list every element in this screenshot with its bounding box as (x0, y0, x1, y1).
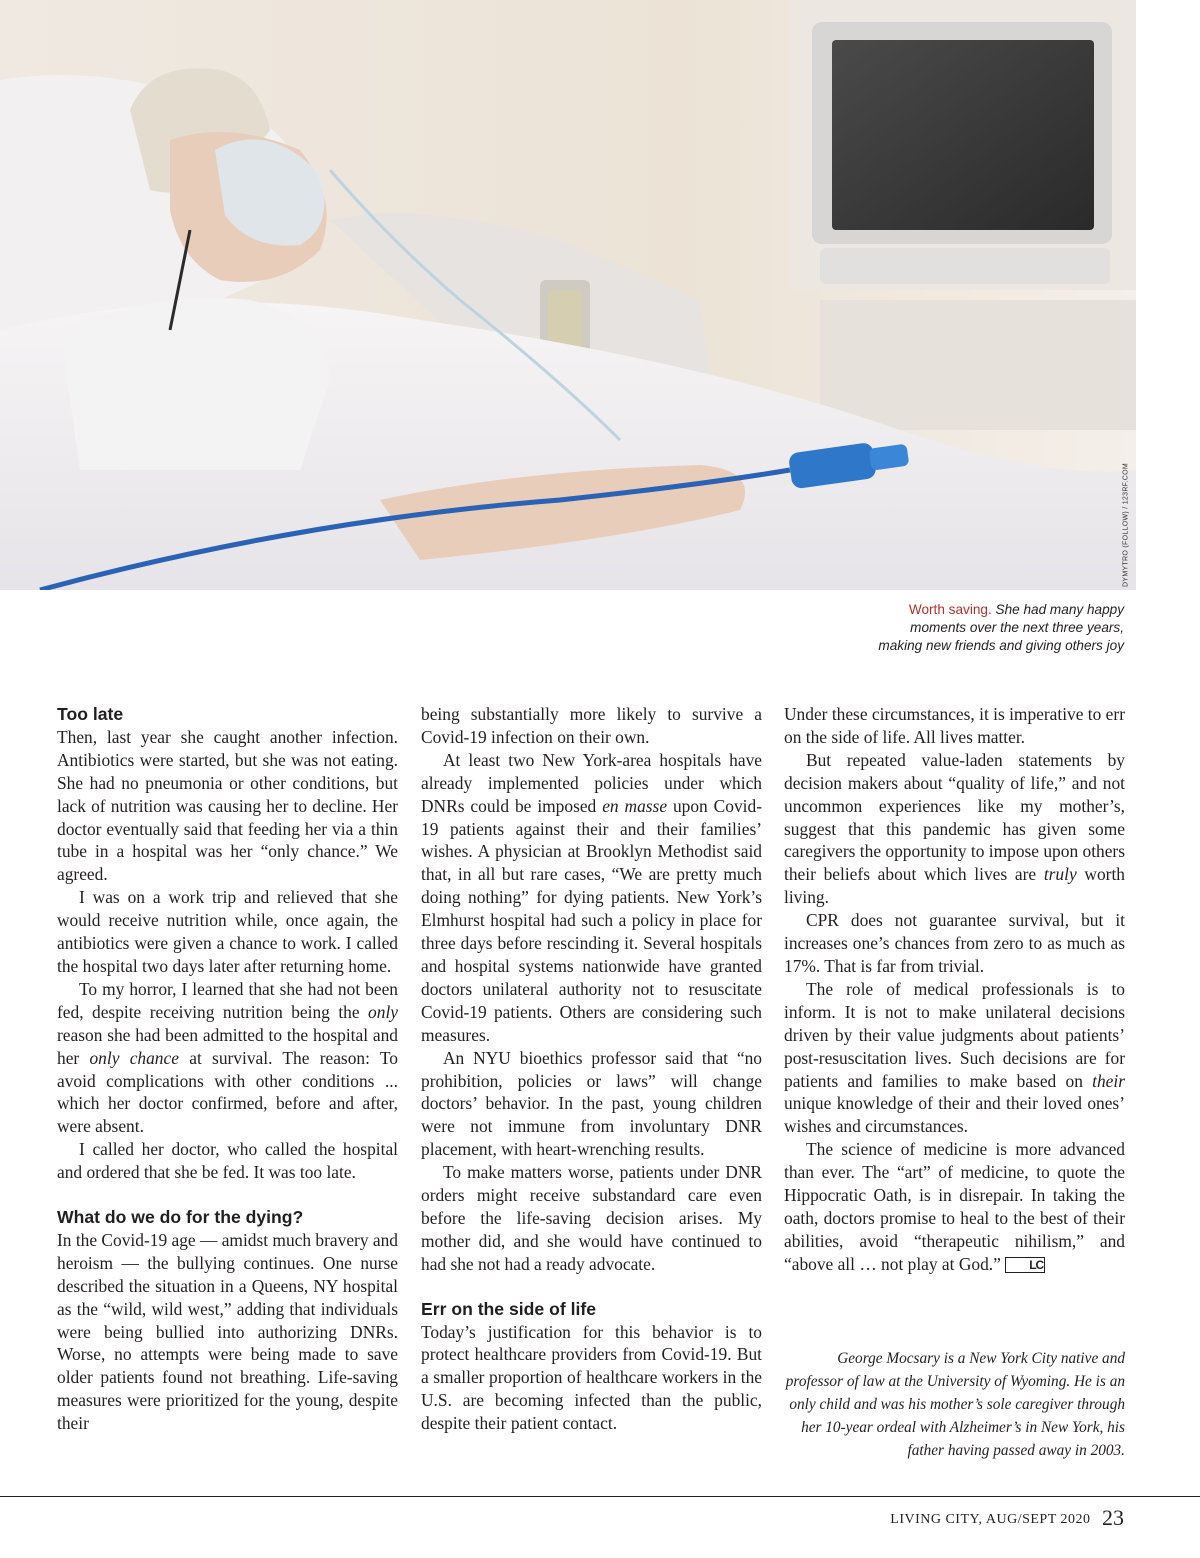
author-bio: George Mocsary is a New York City native and professor of law at the University of Wyoming. He is an only child and was his mother’s sole caregiver through her 10-year ordeal with Alzheimer’s in New York, his father having passed away in 2003. (785, 1350, 1125, 1459)
paragraph: Today’s justification for this behavior is to protect healthcare providers from Covid-19. But a smaller proportion of healthcare workers in the U.S. are becoming infected than the public, despite their patient contact. (421, 1321, 762, 1434)
photo-caption (704, 601, 1124, 655)
section-heading-too-late: Too late (57, 704, 124, 724)
caption-line-3: making new friends and giving others joy (878, 638, 1124, 653)
page-footer (890, 1505, 1124, 1531)
end-mark-icon: LC (1005, 1257, 1045, 1273)
section-heading-err: Err on the side of life (421, 1298, 596, 1319)
paragraph: CPR does not guarantee survival, but it increases one’s chances from zero to as much as 17%. That is far from trivial. (784, 910, 1125, 976)
publication-name: LIVING CITY, (890, 1512, 983, 1527)
paragraph: Then, last year she caught another infection. Antibiotics were started, but she was not eating. She had no pneumonia or other conditions, but lack of nutrition was causing her to decline. Her doctor eventually said that feeding her via a thin tube in a hospital was her “only chance.” We agreed. (57, 726, 398, 885)
caption-line-1: She had many happy (995, 602, 1124, 617)
paragraph: To my horror, I learned that she had not been fed, despite receiving nutrition being the only reason she had been admitted to the hospital and her only chance at survival. The reason: To avoid complications with other conditions ... which her doctor confirmed, before and after, were absent. (57, 978, 398, 1137)
hospital-patient-illustration (0, 0, 1136, 590)
article-column-2 (421, 703, 762, 1435)
paragraph: At least two New York-area hospitals have already implemented policies under which DNRs could be imposed en masse upon Covid-19 patients against their and their families’ wishes. A physician at Brooklyn Methodist said that, in all but rare cases, “We are pretty much doing nothing” for dying patients. New York’s Elmhurst hospital had such a policy in place for three days before rescinding it. Several hospitals and hospital systems nationwide have granted doctors unilateral authority not to resuscitate Covid-19 patients. Others are considering such measures. (421, 749, 762, 1045)
paragraph: Under these circumstances, it is imperative to err on the side of life. All lives matter. (784, 704, 1125, 747)
hero-photo (0, 0, 1136, 590)
paragraph: An NYU bioethics professor said that “no prohibition, policies or laws” will change doctors’ behavior. In the past, young children were not immune from involuntary DNR placement, with heart-wrenching results. (421, 1047, 762, 1160)
paragraph: being substantially more likely to survive a Covid-19 infection on their own. (421, 704, 762, 747)
paragraph: The role of medical professionals is to inform. It is not to make unilateral decisions driven by their value judgments about patients’ post-resuscitation lives. Such decisions are for patients and families to make based on their unique knowledge of their and their loved ones’ wishes and circumstances. (784, 978, 1125, 1137)
paragraph: I called her doctor, who called the hospital and ordered that she be fed. It was too late. (57, 1139, 398, 1183)
page-number: 23 (1102, 1505, 1124, 1530)
issue-date: AUG/SEPT 2020 (985, 1512, 1091, 1527)
paragraph: The science of medicine is more advanced than ever. The “art” of medicine, to quote the Hippocratic Oath, is in disrepair. In taking the oath, doctors promise to heal to the best of their abilities, avoid “therapeutic nihilism,” and “above all … not play at God.” LC (784, 1139, 1125, 1274)
paragraph: In the Covid-19 age — amidst much bravery and heroism — the bullying continues. One nurse described the situation in a Queens, NY hospital as the “wild, wild west,” adding that individuals were being bullied into authorizing DNRs. Worse, no attempts were being made to save older patients found not breathing. Life-saving measures were prioritized for the young, despite their (57, 1229, 398, 1434)
caption-lead: Worth saving. (908, 602, 992, 617)
paragraph: I was on a work trip and relieved that she would receive nutrition while, once again, the antibiotics were given a chance to work. I called the hospital two days later after returning home. (57, 887, 398, 976)
photo-credit: DYMYTRO (FOLLOW) / 123RF.COM (1122, 463, 1130, 587)
footer-rule (0, 1496, 1200, 1497)
caption-line-2: moments over the next three years, (910, 620, 1124, 635)
section-heading-dying: What do we do for the dying? (57, 1207, 304, 1228)
paragraph: But repeated value-laden statements by decision makers about “quality of life,” and not uncommon experiences like my mother’s, suggest that this pandemic has given some caregivers the opportunity to impose upon others their beliefs about which lives are truly worth living. (784, 749, 1125, 908)
article-column-1 (57, 703, 398, 1435)
article-column-3 (784, 703, 1125, 1276)
paragraph: To make matters worse, patients under DNR orders might receive substandard care even before the life-saving decision arises. My mother did, and she would have continued to had she not had a ready advocate. (421, 1162, 762, 1274)
